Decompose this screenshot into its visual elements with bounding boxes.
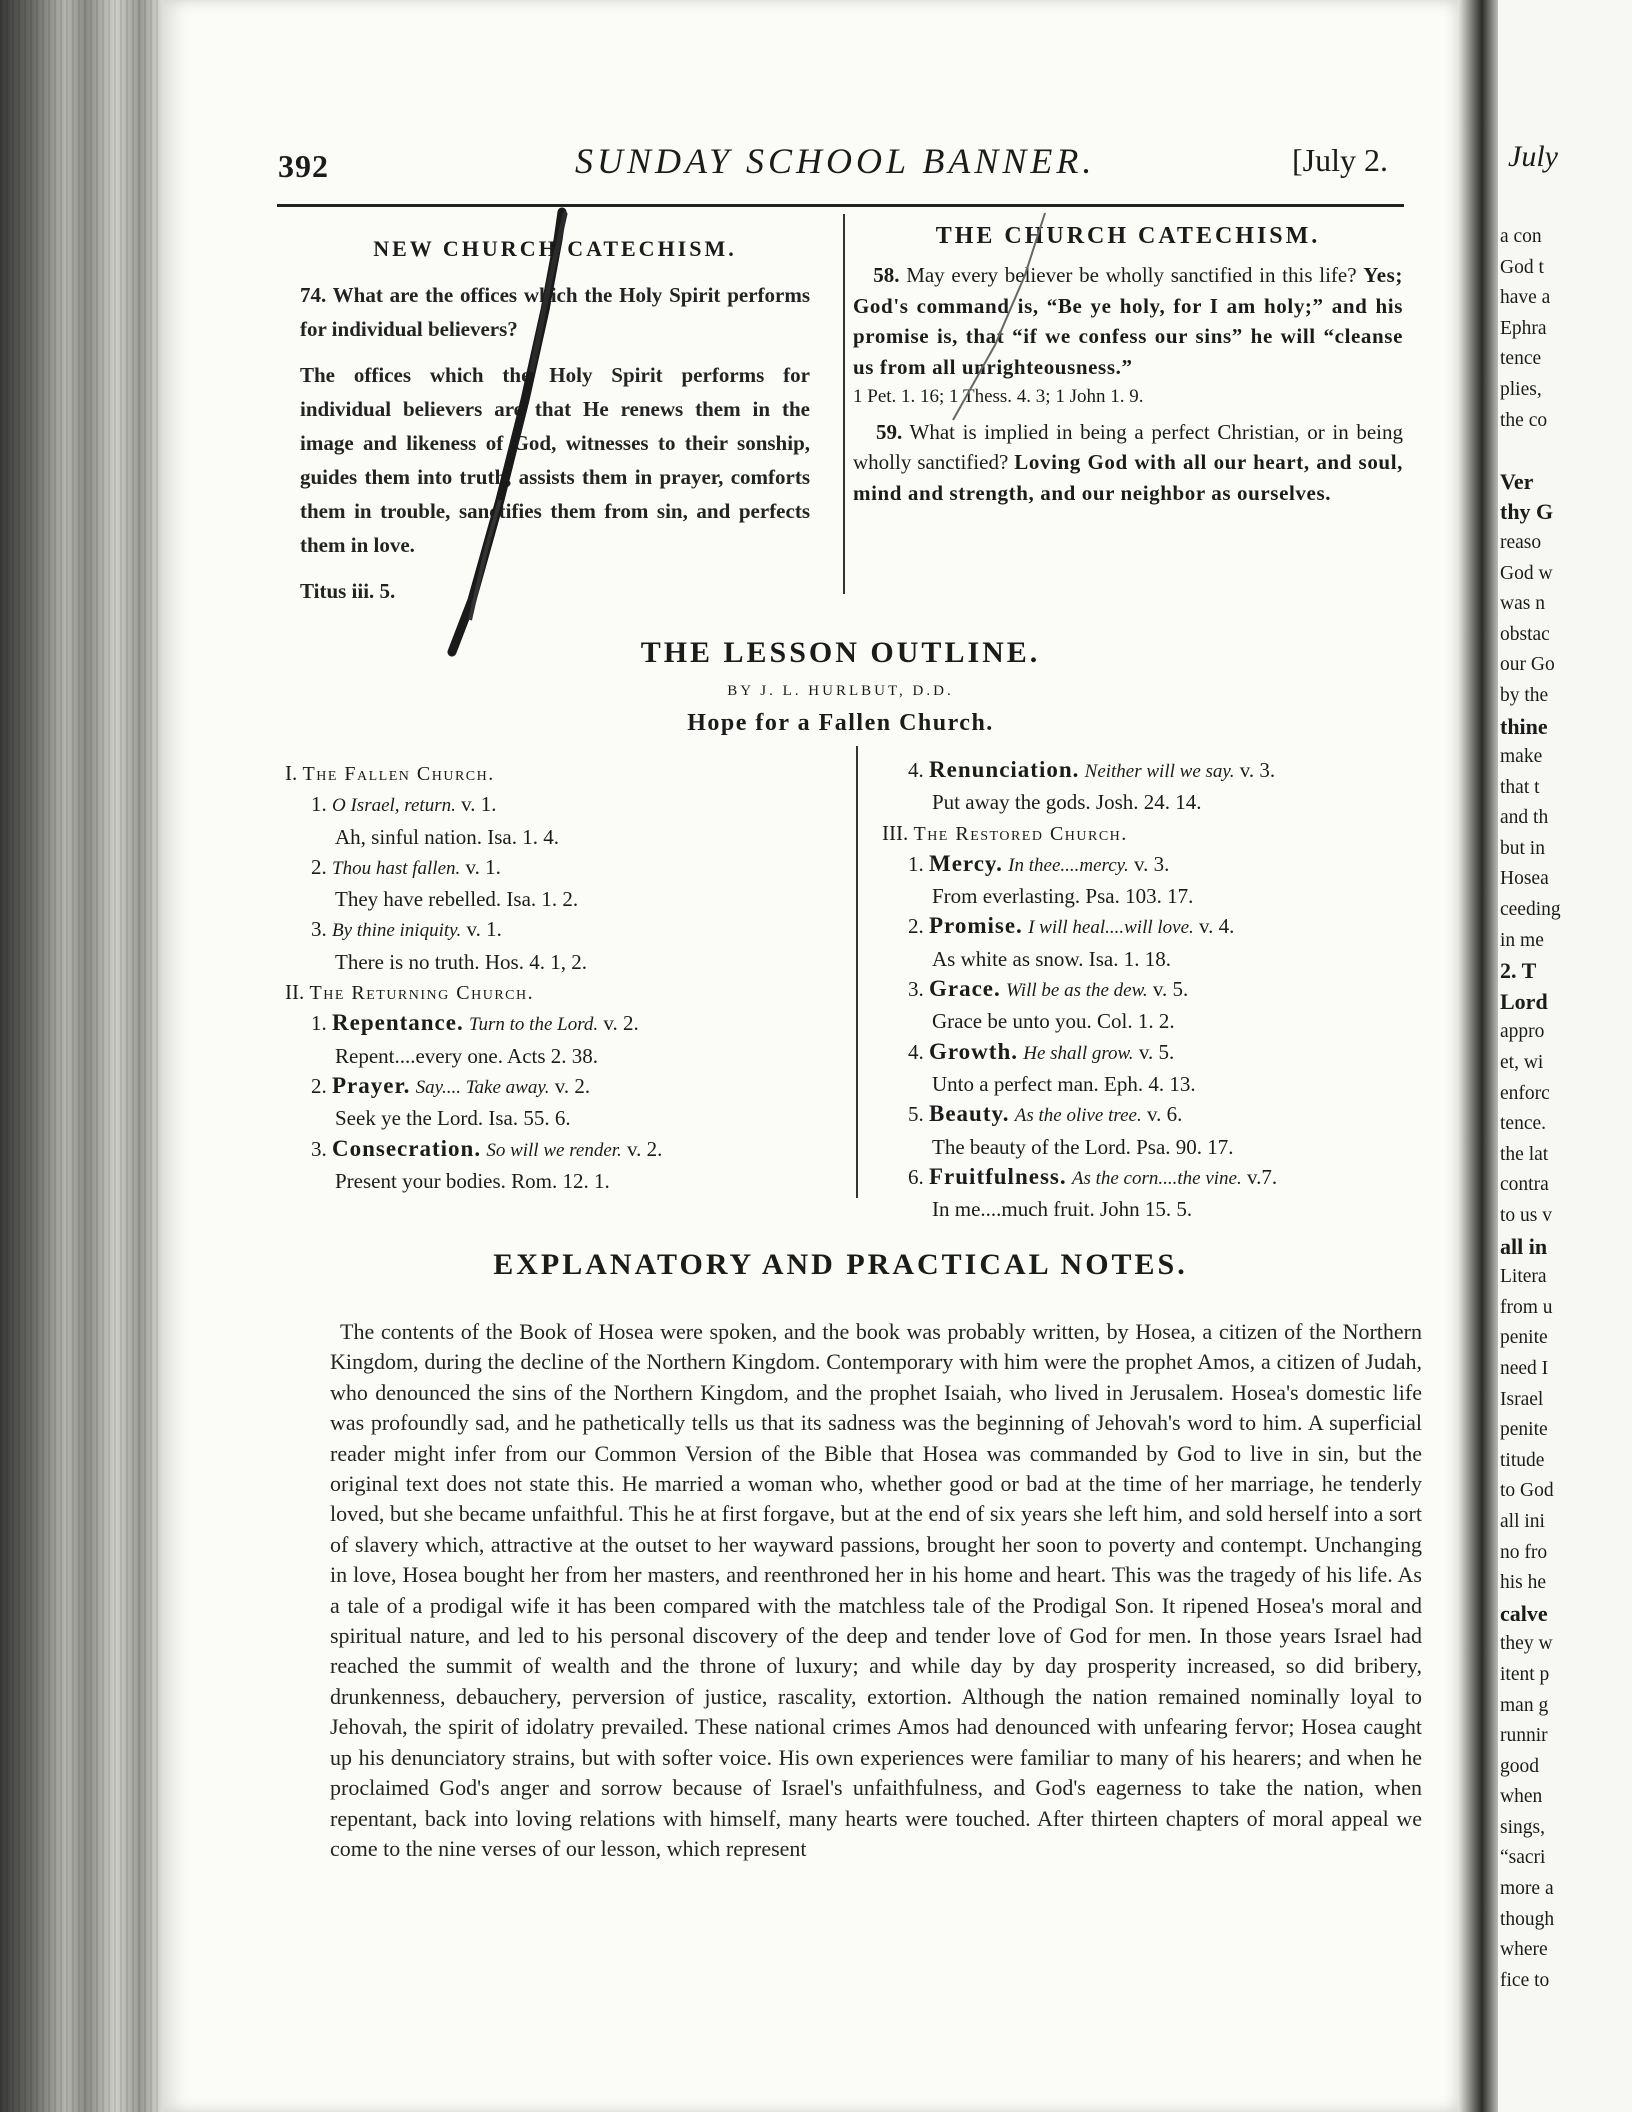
outline-parallel: From everlasting. xyxy=(932,884,1081,909)
outline-quote: Will be as the dew. xyxy=(1006,980,1148,1002)
church-catechism-title: THE CHURCH CATECHISM. xyxy=(935,223,1321,249)
outline-entry xyxy=(882,818,1277,849)
adjacent-page-line: tence. xyxy=(1500,1113,1547,1135)
adjacent-page-line: when xyxy=(1500,1786,1543,1808)
outline-entry xyxy=(882,755,1277,787)
catechism-question-74: 74. What are the offices which the Holy Spirit performs for individual believers? xyxy=(300,283,810,341)
question-58: May every believer be wholly sanctified in this life? xyxy=(906,263,1357,287)
adjacent-page-line: the lat xyxy=(1500,1143,1549,1165)
outline-point: Mercy. xyxy=(929,850,1003,876)
outline-reference: v. 2. xyxy=(627,1136,663,1161)
adjacent-page-line: in me xyxy=(1500,929,1544,951)
outline-entry xyxy=(285,852,662,884)
outline-column-divider xyxy=(856,746,858,1198)
adjacent-page-line: Ver xyxy=(1500,468,1534,494)
outline-point: Fruitfulness. xyxy=(929,1163,1067,1189)
adjacent-page-line: they w xyxy=(1500,1633,1553,1655)
adjacent-page-line: appro xyxy=(1500,1021,1545,1043)
adjacent-page-line: God w xyxy=(1500,562,1553,584)
outline-reference: v. 2. xyxy=(603,1011,639,1036)
outline-number: 1. xyxy=(311,792,327,817)
column-divider xyxy=(843,214,845,594)
outline-number: I. xyxy=(285,761,298,785)
outline-reference: v. 2. xyxy=(554,1073,591,1098)
outline-reference: v. 5. xyxy=(1138,1039,1175,1064)
adjacent-page-line: 2. T xyxy=(1500,958,1537,984)
adjacent-page-line: Ephra xyxy=(1500,317,1547,339)
outline-entry xyxy=(285,947,662,977)
outline-number: II. xyxy=(285,980,305,1005)
adjacent-page-line: enforc xyxy=(1500,1082,1550,1104)
adjacent-page-line: penite xyxy=(1500,1419,1548,1441)
outline-entry xyxy=(882,911,1277,943)
adjacent-page-line xyxy=(1500,436,1561,467)
outline-entry xyxy=(285,758,662,789)
adjacent-page-lines xyxy=(1500,222,1561,1996)
adjacent-page-line: tence xyxy=(1500,348,1542,370)
outline-quote: Neither will we say. xyxy=(1084,761,1235,782)
outline-parallel: They have rebelled. xyxy=(335,887,502,912)
outline-number: 1. xyxy=(311,1011,327,1036)
adjacent-page-line: itent p xyxy=(1500,1663,1550,1685)
outline-point: Promise. xyxy=(929,913,1023,939)
outline-quote: So will we render. xyxy=(486,1139,622,1161)
outline-point: Growth. xyxy=(929,1038,1018,1064)
outline-entry xyxy=(285,1008,662,1040)
outline-entry xyxy=(285,822,662,852)
outline-number: 6. xyxy=(908,1164,924,1189)
outline-right-column xyxy=(882,755,1277,1224)
outline-subtitle: Hope for a Fallen Church. xyxy=(687,710,994,736)
outline-reference: v.7. xyxy=(1247,1164,1278,1189)
outline-point: Repentance. xyxy=(332,1010,464,1036)
adjacent-page-line: contra xyxy=(1500,1174,1549,1196)
adjacent-page-line: from u xyxy=(1500,1296,1553,1318)
outline-reference: Col. 1. 2. xyxy=(1097,1009,1175,1034)
outline-number: 1. xyxy=(908,851,924,876)
outline-reference: v. 3. xyxy=(1134,851,1170,876)
outline-number: III. xyxy=(882,820,909,845)
adjacent-page-line: his he xyxy=(1500,1572,1547,1594)
adjacent-page-line: fice to xyxy=(1500,1969,1550,1991)
outline-reference: v. 4. xyxy=(1199,914,1235,939)
outline-number: 3. xyxy=(311,1136,327,1161)
answer-58: Yes; God's command is, “Be ye holy, for I am holy;” and his promise is, that “if we confess our sins” he will “cleanse us from all unrighteousness.” xyxy=(853,263,1404,379)
outline-reference: Isa. 55. 6. xyxy=(488,1106,571,1131)
outline-parallel: Repent....every one. xyxy=(335,1043,503,1068)
question-number-58: 58. xyxy=(873,263,900,287)
outline-number: 3. xyxy=(908,977,924,1002)
outline-reference: Isa. 1. 2. xyxy=(506,887,579,912)
outline-quote: Say.... Take away. xyxy=(415,1076,550,1098)
adjacent-page-line: need I xyxy=(1500,1357,1549,1379)
adjacent-page-line: Israel xyxy=(1500,1388,1544,1410)
adjacent-page-line: “sacri xyxy=(1500,1847,1546,1869)
outline-point: Grace. xyxy=(929,976,1001,1002)
outline-left-column xyxy=(285,758,662,1196)
outline-entry xyxy=(285,914,662,946)
running-head: SUNDAY SCHOOL BANNER. xyxy=(575,141,1096,181)
adjacent-page-line: to us v xyxy=(1500,1205,1553,1226)
outline-entry xyxy=(882,1194,1277,1224)
question-number-59: 59. xyxy=(875,419,903,444)
outline-entry xyxy=(882,881,1277,911)
outline-reference: v. 5. xyxy=(1152,977,1189,1002)
adjacent-page-line: titude xyxy=(1500,1449,1545,1471)
adjacent-page-line: our Go xyxy=(1500,654,1555,676)
pencil-cross-out-mark xyxy=(360,200,620,670)
outline-reference: Acts 2. 38. xyxy=(507,1043,599,1068)
outline-reference: Hos. 4. 1, 2. xyxy=(484,949,587,974)
adjacent-page-line: calve xyxy=(1500,1600,1548,1626)
outline-entry xyxy=(285,977,662,1008)
adjacent-page-line: runnir xyxy=(1500,1725,1548,1747)
outline-number: 4. xyxy=(908,758,924,782)
adjacent-page-line: penite xyxy=(1500,1327,1548,1349)
outline-reference: v. 1. xyxy=(466,917,502,942)
adjacent-page-line: all ini xyxy=(1500,1510,1545,1532)
outline-section-heading: The Fallen Church. xyxy=(302,763,495,785)
adjacent-page-line: where xyxy=(1500,1939,1548,1961)
outline-entry xyxy=(882,1132,1277,1162)
adjacent-page-line: Litera xyxy=(1500,1266,1547,1288)
answer-59: Loving God with all our heart, and soul, mind and strength, and our neighbor as ourselves. xyxy=(853,450,1403,505)
catechism-reference: Titus iii. 5. xyxy=(300,579,396,603)
outline-quote: Thou hast fallen. xyxy=(332,857,461,879)
question-59: What is implied in being a perfect Christian, or in being wholly sanctified? xyxy=(853,419,1404,474)
adjacent-page-line: obstac xyxy=(1500,623,1550,645)
outline-quote: O Israel, return. xyxy=(332,795,456,817)
outline-entry xyxy=(882,1069,1277,1099)
outline-entry xyxy=(285,1071,662,1103)
outline-parallel: As white as snow. xyxy=(932,946,1084,971)
outline-reference: v. 6. xyxy=(1146,1102,1183,1127)
new-catechism-title: NEW CHURCH CATECHISM. xyxy=(373,236,737,261)
outline-number: 3. xyxy=(311,917,327,942)
notes-paragraph: The contents of the Book of Hosea were spoken, and the book was probably written, by Hosea, a citizen of the Northern Kingdom, during the decline of the Northern Kingdom. Contemporary with him were the prophet Amos, a citizen of Judah, who denounced the sins of the Northern Kingdom, and the prophet Isaiah, who lived in Jerusalem. Hosea's domestic life was profoundly sad, and he pathetically tells us that its sadness was the beginning of Jehovah's word to him. A superficial reader might infer from our Common Version of the Bible that Hosea was commanded by God to live in sin, but the original text does not state this. He married a woman who, whether good or bad at the time of her marriage, he tenderly loved, but she became unfaithful. This he at first forgave, but at the end of six years she left him, and sold herself into a sort of slavery which, attractive at the outset to her wayward passions, brought her soon to poverty and contempt. Unchanging in love, Hosea bought her from her masters, and reenthroned her in his home and heart. This was the tragedy of his life. As a tale of a prodigal wife it has been compared with the matchless tale of the Prodigal Son. It ripened Hosea's moral and spiritual nature, and led to his personal discovery of the deep and tender love of God for men. In those years Israel had reached the summit of wealth and the throne of luxury; and while day by day prosperity increased, so did bribery, drunkenness, debauchery, perversion of justice, rascality, extortion. Although the nation remained nominally loyal to Jehovah, the spirit of idolatry prevailed. These national crimes Amos had denounced with unfearing fervor; Hosea caught up his denunciatory strains, but with softer voice. His own experiences were familiar to many of his hearers; and when he proclaimed God's anger and sorrow because of Israel's unfaithfulness, and God's eagerness to take the nation, when repentant, back into loving relations with himself, many hearts were touched. After thirteen chapters of moral appeal we come to the nine verses of our lesson, which represent xyxy=(330,1319,1422,1861)
adjacent-page-line: no fro xyxy=(1500,1541,1548,1563)
adjacent-page-line: that t xyxy=(1500,776,1540,798)
adjacent-page-line: et, wi xyxy=(1500,1052,1544,1074)
outline-parallel: Put away the gods. xyxy=(932,790,1091,815)
outline-entry xyxy=(285,1134,662,1166)
adjacent-page-line: thy G xyxy=(1500,499,1554,525)
adjacent-page-line: sings, xyxy=(1500,1816,1545,1838)
outline-entry xyxy=(882,1162,1277,1194)
outline-point: Consecration. xyxy=(332,1135,482,1161)
outline-quote: I will heal....will love. xyxy=(1028,917,1194,939)
outline-quote: In thee....mercy. xyxy=(1008,854,1129,876)
outline-reference: Isa. 1. 18. xyxy=(1088,946,1171,971)
outline-reference: Rom. 12. 1. xyxy=(511,1168,610,1193)
outline-entry xyxy=(285,1166,662,1196)
outline-parallel: Ah, sinful nation. xyxy=(335,824,482,849)
book-gutter xyxy=(1458,0,1498,2112)
adjacent-page-fragment xyxy=(1498,0,1632,2112)
outline-point: Renunciation. xyxy=(929,757,1080,782)
outline-reference: John 15. 5. xyxy=(1099,1197,1193,1222)
adjacent-page-line: more a xyxy=(1500,1878,1554,1900)
outline-parallel: Seek ye the Lord. xyxy=(335,1106,484,1131)
outline-entry xyxy=(882,1037,1277,1069)
adjacent-page-line: a con xyxy=(1500,226,1542,247)
adjacent-page-line: was n xyxy=(1500,593,1545,615)
outline-parallel: There is no truth. xyxy=(335,949,480,974)
outline-section-heading: The Returning Church. xyxy=(309,982,535,1005)
outline-quote: As the corn....the vine. xyxy=(1071,1167,1242,1189)
outline-reference: Josh. 24. 14. xyxy=(1095,790,1202,815)
outline-quote: Turn to the Lord. xyxy=(468,1014,599,1036)
outline-entry xyxy=(882,974,1277,1006)
page-number: 392 xyxy=(278,148,329,184)
outline-point: Prayer. xyxy=(332,1072,411,1098)
adjacent-page-header: July xyxy=(1508,140,1558,173)
outline-entry xyxy=(285,1103,662,1133)
adjacent-page-line: man g xyxy=(1500,1694,1549,1716)
outline-entry xyxy=(882,1099,1277,1131)
outline-section-heading: The Restored Church. xyxy=(913,822,1128,845)
outline-reference: v. 3. xyxy=(1239,758,1276,782)
adjacent-page-line: the co xyxy=(1500,409,1548,431)
outline-reference: Psa. 103. 17. xyxy=(1085,884,1194,909)
adjacent-page-line: Lord xyxy=(1500,988,1548,1014)
outline-entry xyxy=(285,789,662,821)
outline-number: 4. xyxy=(908,1039,924,1064)
outline-parallel: Present your bodies. xyxy=(335,1168,506,1193)
outline-reference: Eph. 4. 13. xyxy=(1104,1071,1196,1096)
adjacent-page-line: by the xyxy=(1500,684,1549,706)
adjacent-page-line: God t xyxy=(1500,256,1544,278)
outline-reference: Isa. 1. 4. xyxy=(487,824,559,849)
adjacent-page-line: reaso xyxy=(1500,531,1542,553)
issue-date: [July 2. xyxy=(1292,142,1388,178)
outline-entry xyxy=(882,787,1277,817)
outline-quote: By thine iniquity. xyxy=(332,920,462,942)
outline-quote: As the olive tree. xyxy=(1014,1105,1142,1127)
outline-point: Beauty. xyxy=(929,1101,1010,1127)
outline-reference: v. 1. xyxy=(461,792,497,817)
adjacent-page-line: to God xyxy=(1500,1480,1554,1502)
page-edges xyxy=(0,0,160,2112)
outline-parallel: Unto a perfect man. xyxy=(932,1071,1099,1096)
outline-entry xyxy=(882,944,1277,974)
adjacent-page-line: and th xyxy=(1500,807,1549,829)
outline-number: 2. xyxy=(311,1073,327,1098)
adjacent-page-line: Hosea xyxy=(1500,868,1549,890)
adjacent-page-line: thine xyxy=(1500,713,1548,739)
outline-entry xyxy=(285,884,662,914)
answer-58-references: 1 Pet. 1. 16; 1 Thess. 4. 3; 1 John 1. 9. xyxy=(853,386,1144,407)
outline-parallel: In me....much fruit. xyxy=(932,1197,1095,1222)
outline-number: 2. xyxy=(311,854,327,879)
outline-number: 5. xyxy=(908,1102,924,1127)
outline-author: BY J. L. HURLBUT, D.D. xyxy=(727,683,954,699)
adjacent-page-line: good xyxy=(1500,1755,1539,1777)
adjacent-page-line: though xyxy=(1500,1908,1555,1930)
pencil-light-stroke xyxy=(935,205,1055,435)
outline-reference: Psa. 90. 17. xyxy=(1136,1134,1234,1159)
adjacent-page-line: but in xyxy=(1500,837,1545,859)
adjacent-page-line: all in xyxy=(1500,1233,1548,1259)
outline-parallel: Grace be unto you. xyxy=(932,1009,1092,1034)
adjacent-page-line: have a xyxy=(1500,287,1551,309)
outline-title: THE LESSON OUTLINE. xyxy=(640,636,1041,669)
adjacent-page-line: make xyxy=(1500,746,1543,768)
notes-title: EXPLANATORY AND PRACTICAL NOTES. xyxy=(493,1248,1188,1281)
outline-entry xyxy=(285,1041,662,1071)
outline-reference: v. 1. xyxy=(465,854,501,879)
outline-parallel: The beauty of the Lord. xyxy=(932,1134,1131,1159)
outline-entry xyxy=(882,1006,1277,1036)
outline-quote: He shall grow. xyxy=(1023,1042,1134,1064)
adjacent-page-line: plies, xyxy=(1500,378,1542,400)
outline-number: 2. xyxy=(908,914,924,939)
outline-entry xyxy=(882,849,1277,881)
adjacent-page-line: ceeding xyxy=(1500,899,1561,921)
catechism-answer-74: The offices which the Holy Spirit performs for individual believers are that He renews them in the image and likeness of God, witnesses to their sonship, guides them into truth, assists them in prayer, comforts them in trouble, sanctifies them from sin, and perfects them in love. xyxy=(300,363,810,557)
